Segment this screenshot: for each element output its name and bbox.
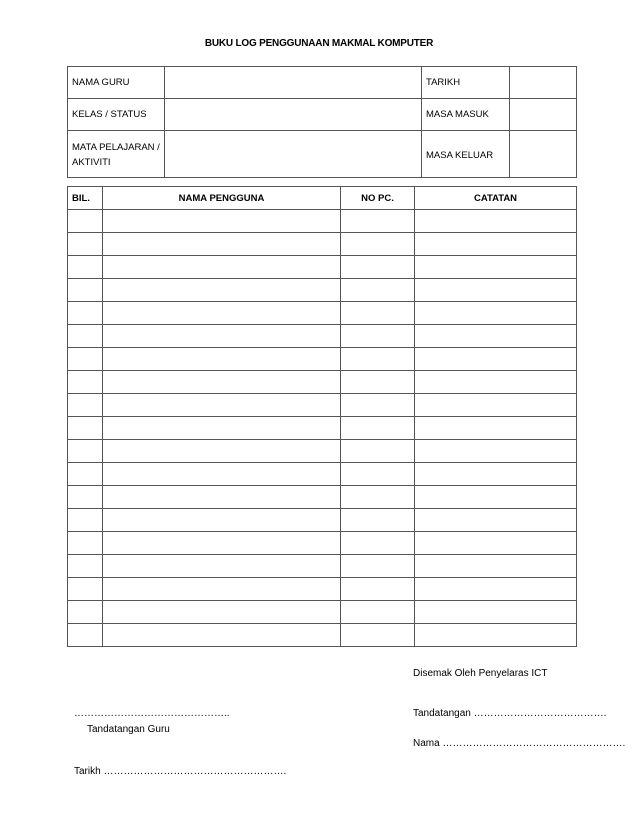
cell-catatan[interactable]: [415, 601, 577, 624]
info-row-nama-guru: [68, 67, 577, 99]
table-row: [68, 578, 577, 601]
cell-catatan[interactable]: [415, 348, 577, 371]
cell-no-pc[interactable]: [341, 440, 415, 463]
table-row: [68, 210, 577, 233]
cell-bil[interactable]: [68, 601, 103, 624]
cell-bil[interactable]: [68, 624, 103, 647]
table-row: [68, 394, 577, 417]
table-row: [68, 532, 577, 555]
cell-bil[interactable]: [68, 210, 103, 233]
cell-bil[interactable]: [68, 233, 103, 256]
table-row: [68, 509, 577, 532]
cell-no-pc[interactable]: [341, 578, 415, 601]
cell-bil[interactable]: [68, 348, 103, 371]
col-no-pc: NO PC.: [341, 187, 415, 210]
table-row: [68, 256, 577, 279]
cell-bil[interactable]: [68, 440, 103, 463]
cell-no-pc[interactable]: [341, 256, 415, 279]
cell-catatan[interactable]: [415, 210, 577, 233]
col-bil: BIL.: [68, 187, 103, 210]
tarikh-label: TARIKH: [422, 67, 510, 99]
masa-keluar-label: MASA KELUAR: [422, 131, 510, 178]
cell-no-pc[interactable]: [341, 555, 415, 578]
cell-bil[interactable]: [68, 578, 103, 601]
cell-bil[interactable]: [68, 509, 103, 532]
cell-no-pc[interactable]: [341, 601, 415, 624]
cell-catatan[interactable]: [415, 532, 577, 555]
cell-catatan[interactable]: [415, 440, 577, 463]
mata-pelajaran-field[interactable]: [165, 131, 422, 178]
cell-no-pc[interactable]: [341, 486, 415, 509]
table-row: [68, 417, 577, 440]
info-row-kelas: [68, 99, 577, 131]
cell-no-pc[interactable]: [341, 371, 415, 394]
cell-nama-pengguna[interactable]: [103, 463, 341, 486]
cell-nama-pengguna[interactable]: [103, 417, 341, 440]
usage-log-table: [67, 186, 577, 647]
teacher-info-table: [67, 66, 577, 178]
cell-bil[interactable]: [68, 325, 103, 348]
cell-nama-pengguna[interactable]: [103, 348, 341, 371]
cell-catatan[interactable]: [415, 394, 577, 417]
table-row: [68, 601, 577, 624]
cell-no-pc[interactable]: [341, 394, 415, 417]
cell-bil[interactable]: [68, 555, 103, 578]
guru-signature-line[interactable]: ………………………………………..: [74, 708, 230, 719]
cell-no-pc[interactable]: [341, 509, 415, 532]
cell-nama-pengguna[interactable]: [103, 233, 341, 256]
cell-no-pc[interactable]: [341, 233, 415, 256]
cell-catatan[interactable]: [415, 233, 577, 256]
cell-no-pc[interactable]: [341, 463, 415, 486]
cell-no-pc[interactable]: [341, 624, 415, 647]
masa-masuk-label: MASA MASUK: [422, 99, 510, 131]
cell-bil[interactable]: [68, 256, 103, 279]
log-body: [68, 210, 577, 647]
tarikh-field-footer[interactable]: Tarikh ……………………………………………….: [74, 766, 287, 777]
table-row: [68, 624, 577, 647]
cell-catatan[interactable]: [415, 509, 577, 532]
table-row: [68, 463, 577, 486]
ict-name-field[interactable]: Nama ……………………………………………….: [413, 738, 626, 749]
cell-nama-pengguna[interactable]: [103, 509, 341, 532]
cell-catatan[interactable]: [415, 624, 577, 647]
kelas-status-label: KELAS / STATUS: [68, 99, 165, 131]
info-row-mata-pelajaran: [68, 131, 577, 178]
table-row: [68, 555, 577, 578]
cell-nama-pengguna[interactable]: [103, 256, 341, 279]
cell-nama-pengguna[interactable]: [103, 601, 341, 624]
cell-nama-pengguna[interactable]: [103, 555, 341, 578]
cell-catatan[interactable]: [415, 279, 577, 302]
cell-nama-pengguna[interactable]: [103, 210, 341, 233]
cell-nama-pengguna[interactable]: [103, 302, 341, 325]
cell-catatan[interactable]: [415, 417, 577, 440]
cell-no-pc[interactable]: [341, 279, 415, 302]
cell-bil[interactable]: [68, 532, 103, 555]
page-title: BUKU LOG PENGGUNAAN MAKMAL KOMPUTER: [204, 38, 434, 49]
nama-guru-label: NAMA GURU: [68, 67, 165, 99]
log-header-row: [68, 187, 577, 210]
ict-signature-field[interactable]: Tandatangan ………………………………….: [413, 708, 607, 719]
cell-catatan[interactable]: [415, 325, 577, 348]
masa-keluar-field[interactable]: [510, 131, 577, 178]
cell-catatan[interactable]: [415, 302, 577, 325]
tandatangan-guru-label: Tandatangan Guru: [87, 724, 170, 735]
cell-nama-pengguna[interactable]: [103, 624, 341, 647]
cell-nama-pengguna[interactable]: [103, 440, 341, 463]
cell-nama-pengguna[interactable]: [103, 578, 341, 601]
table-row: [68, 233, 577, 256]
cell-catatan[interactable]: [415, 256, 577, 279]
disemak-label: Disemak Oleh Penyelaras ICT: [413, 668, 548, 679]
table-row: [68, 348, 577, 371]
cell-no-pc[interactable]: [341, 325, 415, 348]
cell-catatan[interactable]: [415, 555, 577, 578]
table-row: [68, 279, 577, 302]
table-row: [68, 440, 577, 463]
tarikh-field[interactable]: [510, 67, 577, 99]
cell-catatan[interactable]: [415, 371, 577, 394]
nama-guru-field[interactable]: [165, 67, 422, 99]
cell-no-pc[interactable]: [341, 417, 415, 440]
cell-nama-pengguna[interactable]: [103, 486, 341, 509]
cell-nama-pengguna[interactable]: [103, 532, 341, 555]
cell-bil[interactable]: [68, 302, 103, 325]
cell-no-pc[interactable]: [341, 302, 415, 325]
cell-no-pc[interactable]: [341, 348, 415, 371]
cell-bil[interactable]: [68, 371, 103, 394]
cell-bil[interactable]: [68, 394, 103, 417]
cell-bil[interactable]: [68, 463, 103, 486]
cell-nama-pengguna[interactable]: [103, 279, 341, 302]
cell-catatan[interactable]: [415, 463, 577, 486]
masa-masuk-field[interactable]: [510, 99, 577, 131]
cell-nama-pengguna[interactable]: [103, 371, 341, 394]
cell-nama-pengguna[interactable]: [103, 325, 341, 348]
cell-no-pc[interactable]: [341, 210, 415, 233]
cell-catatan[interactable]: [415, 486, 577, 509]
table-row: [68, 302, 577, 325]
col-nama-pengguna: NAMA PENGGUNA: [103, 187, 341, 210]
cell-catatan[interactable]: [415, 578, 577, 601]
cell-no-pc[interactable]: [341, 532, 415, 555]
table-row: [68, 486, 577, 509]
cell-bil[interactable]: [68, 279, 103, 302]
table-row: [68, 371, 577, 394]
cell-bil[interactable]: [68, 417, 103, 440]
kelas-status-field[interactable]: [165, 99, 422, 131]
col-catatan: CATATAN: [415, 187, 577, 210]
table-row: [68, 325, 577, 348]
cell-nama-pengguna[interactable]: [103, 394, 341, 417]
cell-bil[interactable]: [68, 486, 103, 509]
mata-pelajaran-label: MATA PELAJARAN / AKTIVITI: [68, 131, 165, 178]
